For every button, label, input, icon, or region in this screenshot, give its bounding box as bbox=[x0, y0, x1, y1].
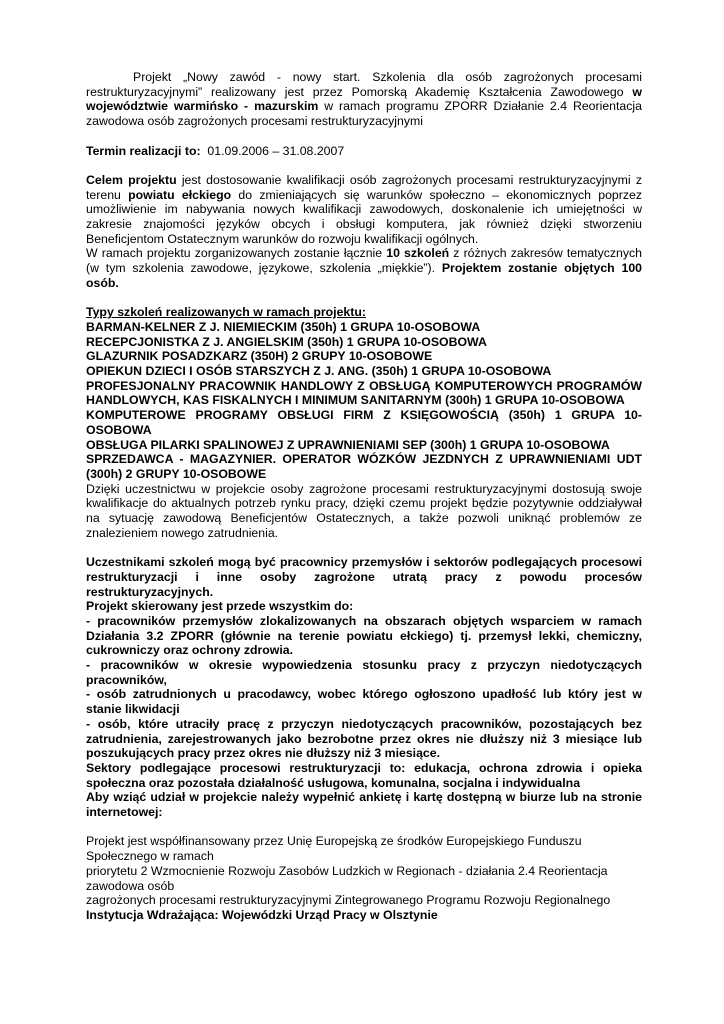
ramy-paragraph bbox=[86, 246, 642, 290]
training-item: KOMPUTEROWE PROGRAMY OBSŁUGI FIRM Z KSIĘGOWOŚCIĄ (350h) 1 GRUPA 10-OSOBOWA bbox=[86, 408, 642, 437]
target-heading: Projekt skierowany jest przede wszystkim do: bbox=[86, 599, 354, 614]
intro-text: Projekt „Nowy zawód - nowy start. Szkolenia dla osób zagrożonych procesami restrukturyzacyjnymi” realizowany jest przez Pomorską Akademię Kształcenia Zawodowego bbox=[86, 70, 642, 99]
training-types-heading: Typy szkoleń realizowanych w ramach projektu: bbox=[86, 305, 366, 320]
ramy-text-mid: z różnych zakresów tematycznych (w tym szkolenia zawodowe, językowe, szkolenia „miękkie”). bbox=[86, 246, 643, 276]
training-item: PROFESJONALNY PRACOWNIK HANDLOWY Z OBSŁUGĄ KOMPUTEROWYCH PROGRAMÓW HANDLOWYCH, KAS FISKALNYCH I MINIMUM SANITARNYM (300h) 1 GRUPA 10-OSOBOWA bbox=[86, 378, 642, 408]
participants-intro: Uczestnikami szkoleń mogą być pracownicy przemysłów i sektorów podlegających procesowi restrukturyzacji i inne osoby zagrożone utratą pracy z powodu procesów restrukturyzacyjnych. bbox=[86, 555, 642, 599]
training-item: BARMAN-KELNER Z J. NIEMIECKIM (350h) 1 GRUPA 10-OSOBOWA bbox=[86, 319, 481, 334]
training-item: SPRZEDAWCA - MAGAZYNIER. OPERATOR WÓZKÓW JEZDNYCH Z UPRAWNIENIAMI UDT (300h) 2 GRUPY 10-OSOBOWE bbox=[86, 452, 642, 481]
intro-text-end: w ramach programu ZPORR Działanie 2.4 Reorientacja zawodowa osób zagrożonych procesami restrukturyzacyjnymi bbox=[86, 99, 642, 129]
target-item: - osób zatrudnionych u pracodawcy, wobec którego ogłoszono upadłość lub który jest w stanie likwidacji bbox=[86, 687, 642, 717]
ramy-participants: Projektem zostanie objętych 100 osób. bbox=[86, 261, 642, 290]
termin-label: Termin realizacji to: bbox=[86, 143, 201, 158]
benefits-paragraph: Dzięki uczestnictwu w projekcie osoby zagrożone procesami restrukturyzacyjnymi dostosują swoje kwalifikacje do aktualnych potrzeb rynku pracy, dzięki czemu projekt będzie pozytywnie oddziaływał na sytuację zawodową Beneficjentów Ostatecznych, a także pozwoli uniknąć problemów ze znalezieniem nowego zatrudnienia. bbox=[86, 481, 642, 540]
intro-paragraph bbox=[86, 70, 642, 129]
cofinancing-line: priorytetu 2 Wzmocnienie Rozwoju Zasobów Ludzkich w Regionach - działania 2.4 Reorientacja zawodowa osób bbox=[86, 863, 608, 893]
training-item: OPIEKUN DZIECI I OSÓB STARSZYCH Z J. ANG. (350h) 1 GRUPA 10-OSOBOWA bbox=[86, 364, 552, 379]
training-item: RECEPCJONISTKA Z J. ANGIELSKIM (350h) 1 GRUPA 10-OSOBOWA bbox=[86, 334, 487, 349]
cel-text: jest dostosowanie kwalifikacji osób zagrożonych procesami restrukturyzacyjnymi z terenu bbox=[86, 172, 642, 202]
cel-powiat: powiatu ełckiego bbox=[128, 187, 232, 202]
target-item: - osób, które utraciły pracę z przyczyn niedotyczących pracowników, pozostających bez zatrudnienia, zarejestrowanych jako bezrobotne przez okres nie dłuższy niż 3 miesiące lub poszukujących pracy przez okres nie dłuższy niż 3 miesiące. bbox=[86, 716, 642, 761]
cel-text-end: do zmieniających się warunków społeczno – ekonomicznych poprzez umożliwienie im nabywania nowych kwalifikacji zawodowych, doskonalenie ich umiejętności w zakresie znajomości języków obcych i obsługi komputera, jak również dzięki stworzeniu Beneficjentom Ostatecznym warunków do rozwoju kwalifikacji ogólnych. bbox=[86, 187, 642, 246]
termin-paragraph bbox=[86, 144, 642, 159]
sectors-paragraph: Sektory podlegające procesowi restrukturyzacji to: edukacja, ochrona zdrowia i opieka społeczna oraz pozostała działalność usługowa, komunalna, socjalna i indywidualna bbox=[86, 760, 642, 790]
implementing-institution: Instytucja Wdrażająca: Wojewódzki Urząd Pracy w Olsztynie bbox=[86, 908, 438, 922]
training-item: OBSŁUGA PILARKI SPALINOWEJ Z UPRAWNIENIAMI SEP (300h) 1 GRUPA 10-OSOBOWA bbox=[86, 437, 610, 452]
training-item: GLAZURNIK POSADZKARZ (350H) 2 GRUPY 10-OSOBOWE bbox=[86, 349, 433, 364]
intro-region: w województwie warmińsko - mazurskim bbox=[86, 84, 642, 114]
cofinancing-line: zagrożonych procesami restrukturyzacyjnymi Zintegrowanego Programu Rozwoju Regionalnego bbox=[86, 893, 611, 908]
cofinancing-line: Projekt jest współfinansowany przez Unię Europejską ze środków Europejskiego Funduszu Społecznego w ramach bbox=[86, 834, 582, 864]
how-to-apply: Aby wziąć udział w projekcie należy wypełnić ankietę i kartę dostępną w biurze lub na stronie internetowej: bbox=[86, 790, 642, 820]
target-item: - pracowników w okresie wypowiedzenia stosunku pracy z przyczyn niedotyczących pracowników, bbox=[86, 658, 642, 687]
cel-paragraph bbox=[86, 173, 642, 247]
target-item: - pracowników przemysłów zlokalizowanych na obszarach objętych wsparciem w ramach Działania 3.2 ZPORR (głównie na terenie powiatu ełckiego) tj. przemysł lekki, chemiczny, cukrowniczy oraz ochrony zdrowia. bbox=[86, 613, 642, 658]
termin-value: 01.09.2006 – 31.08.2007 bbox=[200, 143, 345, 158]
document-body bbox=[86, 70, 642, 923]
ramy-count: 10 szkoleń bbox=[386, 246, 450, 261]
ramy-text: W ramach projektu zorganizowanych zostanie łącznie bbox=[86, 246, 387, 261]
cel-label: Celem projektu bbox=[86, 172, 177, 187]
